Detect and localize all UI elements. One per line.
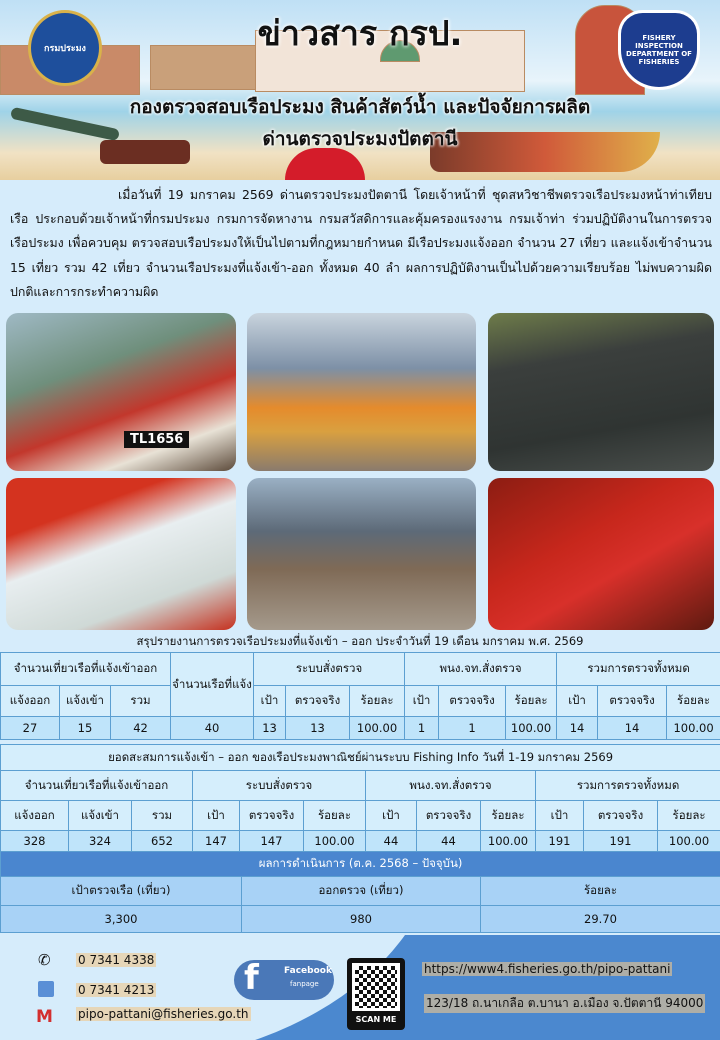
header-banner (0, 0, 720, 180)
results-table: ผลการดำเนินการ (ต.ค. 2568 – ปัจจุบัน) เป้าตรวจเรือ (เที่ยว) ออกตรวจ (เที่ยว) ร้อยละ 3,300 980 29.70 (0, 851, 720, 933)
phone-number: 0 7341 4338 (78, 953, 155, 967)
newsletter-title: ข่าวสาร กรป. (257, 14, 463, 54)
qr-code[interactable]: SCAN ME (347, 958, 405, 1030)
fax-number: 0 7341 4213 (78, 983, 155, 997)
daily-report-caption: สรุปรายงานการตรวจเรือประมงที่แจ้งเข้า – ออก ประจำวันที่ 19 เดือน มกราคม พ.ศ. 2569 (136, 634, 584, 648)
qr-image (352, 963, 400, 1011)
phone-icon: ✆ (38, 951, 51, 969)
news-paragraph: เมื่อวันที่ 19 มกราคม 2569 ด่านตรวจประมงปัตตานี โดยเจ้าหน้าที่ ชุดสหวิชาชีพตรวจเรือประมงหน้าท่าเทียบเรือ ประกอบด้วยเจ้าหน้าที่กรมประมง กรมการจัดหางาน กรมสวัสดิการและคุ้มครองแรงงาน กรมเจ้าท่า ร่วมปฏิบัติงานในการตรวจเรือประมง เพื่อควบคุม ตรวจสอบเรือประมงให้เป็นไปตามที่กฎหมายกำหนด มีเรือประมงแจ้งออก จำนวน 27 เที่ยว และแจ้งเข้าจำนวน 15 เที่ยว รวม 42 เที่ยว จำนวนเรือประมงที่แจ้งเข้า-ออก ทั้งหมด 40 ลำ ผลการปฏิบัติงานเป็นไปด้วยความเรียบร้อย ไม่พบความผิดปกติและการกระทำความผิด (10, 187, 712, 299)
contact-footer (0, 935, 720, 1040)
facebook-icon: f (244, 958, 259, 998)
address: 123/18 ถ.นาเกลือ ต.บานา อ.เมือง จ.ปัตตานี 94000 (424, 994, 705, 1013)
facebook-fanpage-button[interactable]: f Facebook fanpage (234, 960, 334, 1000)
photo-boat-hull (6, 313, 236, 471)
gmail-icon: M (36, 1007, 53, 1027)
fax-icon (38, 981, 54, 997)
photo-inspection-team (247, 478, 476, 630)
table-row: 328 324 652 147 147 100.00 44 44 100.00 191 191 100.00 (1, 831, 720, 852)
cumulative-caption: ยอดสะสมการแจ้งเข้า – ออก ของเรือประมงพาณิชย์ผ่านระบบ Fishing Info วันที่ 1-19 มกราคม 2569 (1, 745, 720, 771)
email-link[interactable]: pipo-pattani@fisheries.go.th (78, 1007, 249, 1021)
photo-fire-extinguisher (488, 478, 714, 630)
table-row: 3,300 980 29.70 (1, 906, 720, 933)
photo-crew-lineup (247, 313, 476, 471)
office-title: ด่านตรวจประมงปัตตานี (262, 128, 458, 150)
photo-fish-hold (6, 478, 236, 630)
table-row: 27 15 42 40 13 13 100.00 1 1 100.00 14 14 100.00 (1, 717, 720, 740)
daily-report-table: จำนวนเที่ยวเรือที่แจ้งเข้าออก จำนวนเรือที่แจ้ง ระบบสั่งตรวจ พนง.จท.สั่งตรวจ รวมการตรวจทั้งหมด แจ้งออก แจ้งเข้า รวม เป้า ตรวจจริง ร้อยละ เป้า ตรวจจริง ร้อยละ เป้า ตรวจจริง ร้อยละ 27 15 42 40 13 13 100.00 1 1 100.00 14 14 100.00 (0, 652, 720, 740)
website-link[interactable]: https://www4.fisheries.go.th/pipo-pattani (424, 962, 671, 976)
photo-fishing-net (488, 313, 714, 471)
division-title: กองตรวจสอบเรือประมง สินค้าสัตว์น้ำ และปัจจัยการผลิต (129, 96, 591, 118)
fishery-inspection-logo: FISHERY INSPECTION DEPARTMENT OF FISHERIES (618, 10, 700, 90)
cumulative-table: ยอดสะสมการแจ้งเข้า – ออก ของเรือประมงพาณิชย์ผ่านระบบ Fishing Info วันที่ 1-19 มกราคม 2569 จำนวนเที่ยวเรือที่แจ้งเข้าออก ระบบสั่งตรวจ พนง.จท.สั่งตรวจ รวมการตรวจทั้งหมด แจ้งออก แจ้งเข้า รวม เป้า ตรวจจริง ร้อยละ เป้า ตรวจจริง ร้อยละ เป้า ตรวจจริง ร้อยละ 328 324 652 147 147 100.00 44 44 100.00 191 191 100.00 (0, 744, 720, 852)
dof-logo: กรมประมง (28, 10, 102, 86)
boat-registration: TL1656 (124, 431, 189, 448)
